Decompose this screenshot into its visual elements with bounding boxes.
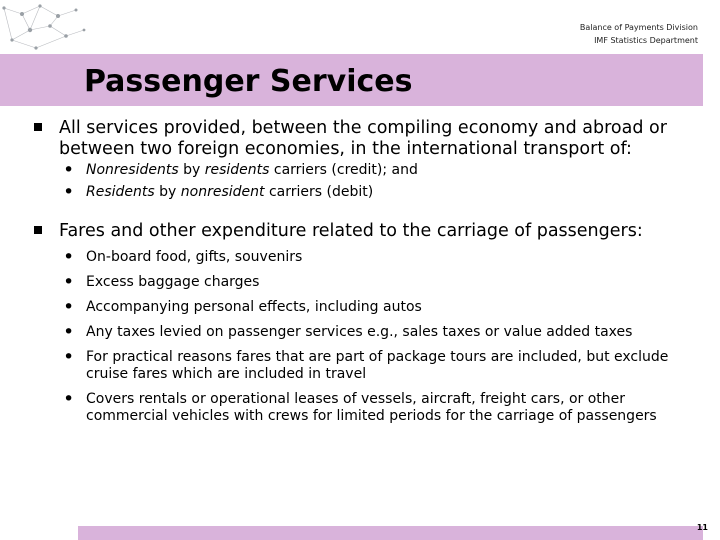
square-bullet-icon <box>34 226 42 234</box>
sub-bullet-text: For practical reasons fares that are part of package tours are included, but exclude cruise fares which are included in travel <box>86 349 669 382</box>
footer-band <box>78 526 703 540</box>
division-name: Balance of Payments Division <box>579 23 698 32</box>
header-division-info <box>580 21 698 47</box>
sub-bullet-text: carriers (credit); and <box>269 162 418 178</box>
sub-bullet-text: Nonresidents <box>86 162 179 178</box>
bullet-item <box>0 221 679 242</box>
bullet-item <box>0 118 679 160</box>
department-name: IMF Statistics Department <box>594 36 698 45</box>
square-bullet-icon <box>34 123 42 131</box>
round-bullet-icon: • <box>63 246 75 268</box>
page-number: 11 <box>696 523 708 532</box>
round-bullet-icon: • <box>63 388 75 410</box>
slide-content <box>0 118 700 433</box>
sub-bullet-text: Covers rentals or operational leases of vessels, aircraft, freight cars, or other commercial vehicles with crews for limited periods for the carriage of passengers <box>86 391 657 424</box>
slide-title: Passenger Services <box>84 64 413 99</box>
sub-bullet-text: On-board food, gifts, souvenirs <box>86 249 303 265</box>
sub-bullet-text: Any taxes levied on passenger services e.g., sales taxes or value added taxes <box>86 324 633 340</box>
sub-bullet-item <box>0 271 692 293</box>
network-logo <box>0 0 90 56</box>
sub-bullet-text: Accompanying personal effects, including autos <box>86 299 422 315</box>
round-bullet-icon: • <box>63 321 75 343</box>
sub-bullet-item <box>0 159 692 181</box>
round-bullet-icon: • <box>63 271 75 293</box>
sub-bullet-item <box>0 246 692 268</box>
sub-bullet-item <box>0 388 692 425</box>
bullet-text: All services provided, between the compiling economy and abroad or between two foreign economies, in the international transport of: <box>59 118 667 159</box>
round-bullet-icon: • <box>63 181 75 203</box>
sub-bullet-text: nonresident <box>180 184 265 200</box>
sub-bullet-item <box>0 321 692 343</box>
round-bullet-icon: • <box>63 346 75 368</box>
sub-bullet-text: Residents <box>86 184 155 200</box>
round-bullet-icon: • <box>63 296 75 318</box>
round-bullet-icon: • <box>63 159 75 181</box>
sub-bullet-item <box>0 346 692 383</box>
sub-bullet-text: carriers (debit) <box>264 184 374 200</box>
bullet-text: Fares and other expenditure related to the carriage of passengers: <box>59 221 643 241</box>
sub-bullet-text: residents <box>204 162 270 178</box>
sub-bullet-text: by <box>154 184 181 200</box>
sub-bullet-text: by <box>178 162 205 178</box>
sub-bullet-item <box>0 296 692 318</box>
sub-bullet-text: Excess baggage charges <box>86 274 260 290</box>
sub-bullet-item <box>0 181 692 203</box>
